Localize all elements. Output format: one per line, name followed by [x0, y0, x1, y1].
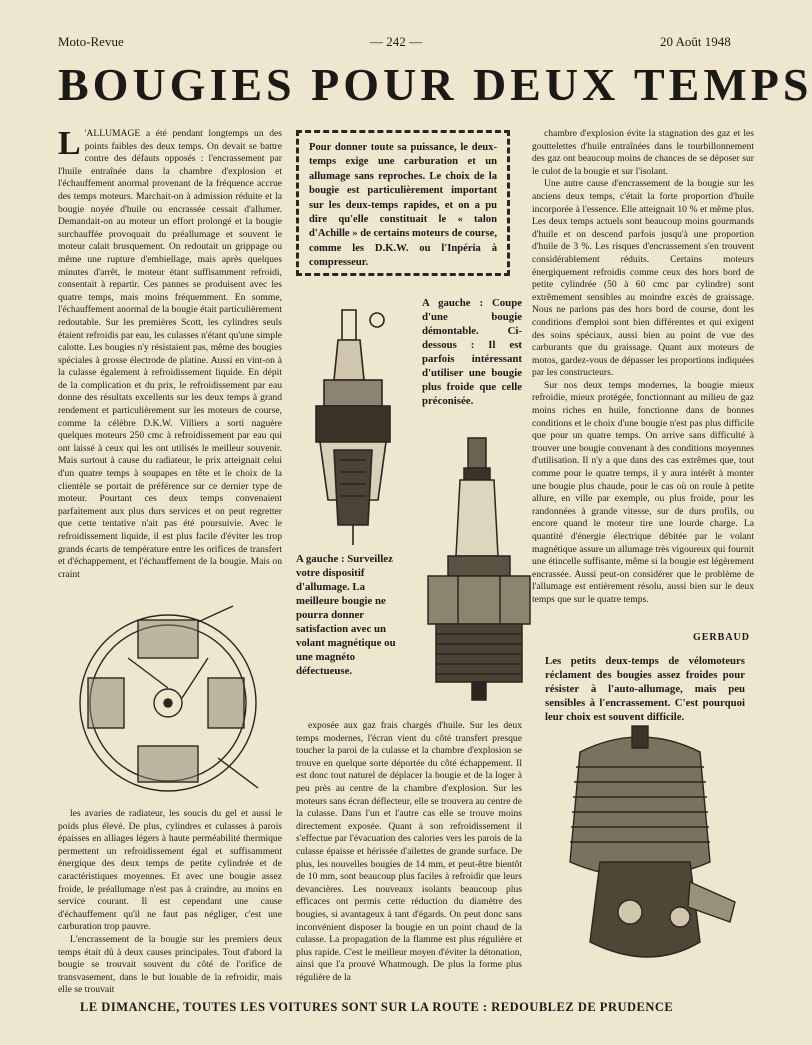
caption-plug-cutaway: A gauche : Coupe d'une bougie démontable. Ci-dessous : Il est parfois intéressant d'utiliser une bougie plus froide que celle préconisée. — [422, 297, 522, 407]
magazine-name: Moto-Revue — [58, 34, 124, 49]
intro-text: Pour donner toute sa puissance, le deux-temps exige une carburation et un allumage sans reproches. Le choix de la bougie est particulièrement important sur les deux-temps rapides, et on a pu dire qu'elle constituait le « talon d'Achille » de certains moteurs de course, comme les D.K.W. ou l'Inpéria à compresseur. — [309, 142, 498, 269]
body-paragraph: Une autre cause d'encrassement de la bougie sur les anciens deux temps, c'était la forte proportion d'huile incorporée à l'essence. Elle atteignait 10 % et même plus. Les deux temps actuels sont beaucoup moins gourmands d'huile et on descend parfois jusqu'à une proportion d'huile de 3 %. Les risques d'encrassement s'en trouvent considérablement réduits. Certains moteurs énergiquement refroidis comme ceux des hors bord de petite cylindrée (50 à 60 cmc par cylindre) sont extrêmement sensibles au moindre excès de graissage. Nous ne parlons pas des hors bord de course, dont les conditions d'emploi sont bien différentes et qui exigent des soins spéciaux, aussi bien au point de vue des carburants que du graissage. Quant aux moteurs de motos, gardez-vous de dépasser les proportions indiquées par les constructeurs. — [532, 178, 754, 379]
column-3 — [532, 128, 754, 612]
body-paragraph: chambre d'explosion évite la stagnation des gaz et les gouttelettes d'huile entraînées dans le tourbillonnement des gaz ont beaucoup moins de chances de se déposer sur le culot de la bougie et sur l'isolant. — [532, 128, 754, 177]
body-paragraph: 'ALLUMAGE a été pendant longtemps un des points faibles des deux temps. On devait se battre contre des défauts opposés : l'encrassement par l'huile entraînée dans la chambre d'explosion et l'échauffement anormal provenant de la fréquence accrue des temps moteurs. Marchait-on à admission réduite et la bougie noyée d'huile ou encrassée cessait d'allumer. Demandait-on au moteur un effort prolongé et la bougie surchauffée provoquait du préallumage et souvent le moteur calait brusquement. On redoutait un grippage ou même une rupture d'embiellage, mais après quelques minutes d'arrêt, le moteur étant suffisamment refroidi, consentait à repartir. Ces pannes se produisent avec les quatre temps, mais moins fréquemment. En somme, l'échauffement anormal de la bougie était particulièrement redoutable. Sur les premières Scott, les cylindres seuls étaient refroidis par eau, les culasses n'étant qu'une simple calotte. Les bougies n'y résistaient pas, même des bougies spéciales à grosse électrode de platine. Aussi en vint-on à la culasse également à refroidissement liquide. En dépit de la complication et du prix, le refroidissement par eau donne des résultats excellents sur les deux temps à grand rendement et particulièrement sur les moteurs de course, comme la célèbre D.K.W. Villiers a sorti naguère quelques moteurs 250 cmc à refroidissement par eau qui ont laissé à ceux qui les ont utilisés le meilleur souvenir. Mais surtout à cause du radiateur, le prix atteignait celui d'un quatre temps à soupapes en tête et le choix de la clientèle se portait de préférence sur ce dernier type de moteur. Pourtant ces deux temps convenaient parfaitement aux plus durs services et on peut regretter que cette tentative n'ait pas été poursuivie. Avec le refroidissement liquide, il est plus facile d'éviter les trop grands écarts de température entre les orifices de transfert et d'échappement, et l'échauffement de la bougie. Mais on craint — [58, 128, 282, 580]
body-paragraph: L'encrassement de la bougie sur les premiers deux temps était dû à deux causes principales. Tout d'abord la bougie se trouvait souvent du côté de l'orifice de transvasement, dans le but louable de la refroidir, mais elle se trouvait — [58, 933, 282, 996]
body-paragraph: les avaries de radiateur, les soucis du gel et aussi le poids plus élevé. De plus, cylindres et culasses à parois épaisses en alliages légers à haute perméabilité thermique permettent un refroidissement égal et suffisamment énergique des deux temps de petite cylindrée et de caractéristiques moyennes. Et avec une bougie assez froide, le préallumage n'est pas à craindre, au moins en service courant. Il est cependant une cause d'échauffement qu'il ne faut pas négliger, c'est une carburation trop pauvre. — [58, 808, 282, 933]
magneto-diagram — [58, 598, 276, 798]
body-paragraph: exposée aux gaz frais chargés d'huile. Sur les deux temps modernes, l'écran vient du côté transfert presque toucher la paroi de la culasse et la chambre d'explosion se trouve en quelque sorte déportée du côté échappement. Il est donc tout naturel de déplacer la bougie et de la loger à peu près au centre de la chambre d'explosion. Sur les moteurs sans écran déflecteur, elle se trouvera au centre de la culasse. Dans l'un et l'autre cas elle se trouve moins directement exposée. Quant à son refroidissement il s'effectue par l'évacuation des calories vers les parois de la culasse épaisse et hérissée d'ailettes de grande surface. De plus, les nouvelles bougies de 14 mm, et peut-être bientôt de 10 mm, sont beaucoup plus faciles à refroidir que leurs devancières. Les nouveaux isolants beaucoup plus efficaces ont permis cette réduction du diamètre des bougies, si avantageux à tant d'égards. On peut donc sans inconvénient disposer la bougie en un point chaud de la culasse. La propagation de la flamme est plus régulière et plus rapide. C'est le meilleur moyen d'éviter la détonation, ainsi que l'a prouvé Whatmough. De plus la forme plus régulière de la — [296, 720, 522, 983]
body-paragraph: Sur nos deux temps modernes, la bougie mieux refroidie, mieux protégée, fonctionnant au milieu de gaz moins riches en huile, fonctionne dans de bonnes conditions et le choix d'une bougie n'est pas plus difficile que pour un quatre temps. On arrive sans difficulté à trouver une bougie convenant à des conditions moyennes d'utilisation. Il n'y a que dans des cas extrêmes que, tout comme pour le quatre temps, il y aura intérêt à monter une bougie plus chaude, pour le cas où on roule à petite allure, en ville par exemple, ou plus froide, pour les randonnées à grande vitesse, sur de durs profils, ou encore quand le moteur tire une lourde charge. La quantité d'énergie électrique débitée par le volant magnétique assure un allumage très vigoureux qui fournit une étincelle suffisante, même si la bougie est légèrement encrassée. Aussi peut-on considérer que le problème de l'allumage est entièrement résolu, aussi bien sur le deux temps que sur le quatre temps. — [532, 379, 754, 605]
intro-box — [296, 130, 510, 276]
column-1-bottom — [58, 808, 282, 996]
engine-cylinder-illustration — [540, 712, 750, 982]
caption-ignition: A gauche : Surveillez votre dispositif d'allumage. La meilleure bougie ne pourra donner satisfaction avec un volant magnétique ou une magnéto défectueuse. — [296, 553, 396, 677]
issue-date: 20 Août 1948 — [660, 34, 731, 49]
spark-plug-illustration — [418, 436, 540, 704]
spark-plug-cutaway-illustration — [298, 300, 416, 550]
footer-banner: LE DIMANCHE, TOUTES LES VOITURES SONT SUR LA ROUTE : REDOUBLEZ DE PRUDENCE — [80, 1000, 674, 1014]
caption-velomoteur: Les petits deux-temps de vélomoteurs réclament des bougies assez froides pour résister à l'auto-allumage, mais peu sensibles à l'encrassement. C'est pourquoi leur choix est souvent difficile. — [545, 655, 745, 723]
column-2-bottom — [296, 720, 522, 988]
page-number: — 242 — — [370, 34, 422, 49]
drop-cap: L — [58, 125, 81, 162]
column-1-top — [58, 125, 282, 588]
author-signature: GERBAUD — [692, 632, 750, 643]
article-title: BOUGIES POUR DEUX TEMPS — [58, 59, 812, 110]
